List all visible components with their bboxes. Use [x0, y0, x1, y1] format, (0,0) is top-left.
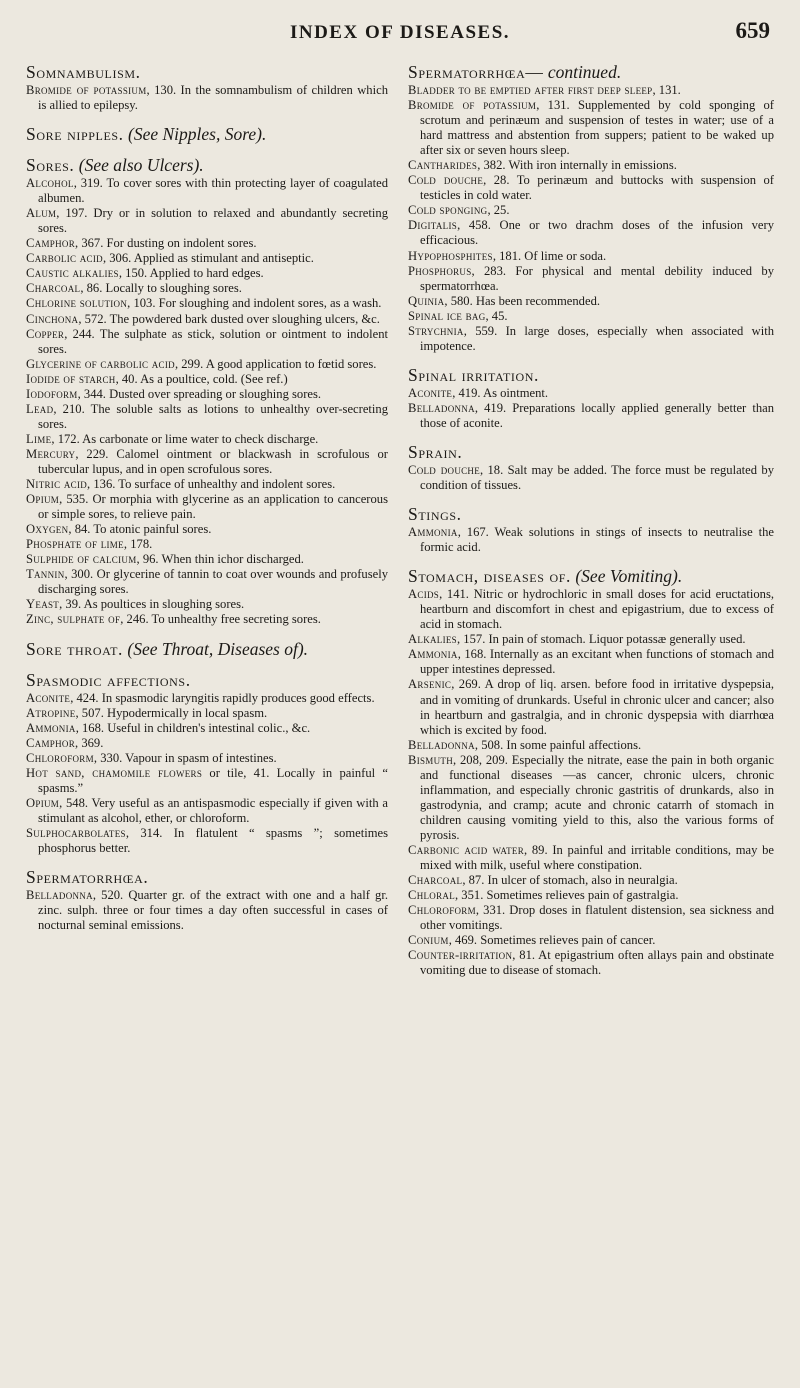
remedy-name: Belladonna	[408, 737, 475, 752]
remedy-name: Atropine	[26, 705, 76, 720]
remedy-name: Bromide of potassium	[26, 83, 147, 97]
remedy-name: Iodide of starch	[26, 371, 116, 386]
index-section-stomach-diseases-of	[408, 566, 774, 978]
remedy-name: Alkalies	[408, 632, 457, 647]
index-entry	[26, 357, 388, 372]
heading-word: Spasmodic affections.	[26, 669, 191, 690]
entry-text: , 419. Preparations locally applied generally better than those of aconite.	[420, 400, 774, 430]
entry-text: , 535. Or morphia with glycerine as an application to cancerous or simple sores, to relieve pain.	[38, 492, 388, 522]
remedy-name: Strychnia	[408, 323, 464, 338]
remedy-name: Yeast	[26, 597, 60, 612]
index-entry	[26, 888, 388, 933]
remedy-name: Iodoform	[26, 386, 78, 401]
heading-word: Spinal irritation.	[408, 364, 539, 385]
entry-text: , 131. Supplemented by cold sponging of scrotum and perinæum and suspension of testes in water; use of a hard mattress and abstention from suppers; patient to be waked up after six or seven hours sleep.	[420, 98, 775, 158]
index-entry	[408, 401, 774, 431]
section-heading	[408, 365, 774, 385]
heading-word: Sore nipples.	[26, 124, 124, 145]
entry-text: , 508. In some painful affections.	[474, 737, 642, 752]
entry-text: , 39. As poultices in sloughing sores.	[59, 597, 245, 612]
entry-text: , 229. Calomel ointment or blackwash in scrofulous or tubercular lupus, and in open scrofulous sores.	[38, 446, 388, 476]
entry-text: , 178.	[123, 537, 153, 552]
index-entry	[26, 372, 388, 387]
index-entry	[26, 477, 388, 492]
remedy-name: Ammonia	[26, 720, 76, 735]
index-section-spinal-irritation	[408, 365, 774, 431]
index-section-sore-nipples	[26, 124, 388, 144]
entry-text: , 103. For sloughing and indolent sores, as a wash.	[127, 296, 382, 311]
remedy-name: Cinchona	[26, 311, 79, 326]
entry-text: , 458. One or two drachm doses of the infusion very efficacious.	[420, 218, 774, 248]
remedy-name: Bladder to be emptied after first deep sleep	[408, 83, 653, 97]
section-heading	[26, 62, 388, 82]
index-entry	[408, 98, 774, 158]
section-heading	[408, 442, 774, 462]
running-title: INDEX OF DISEASES.	[289, 22, 511, 43]
index-entry	[26, 447, 388, 477]
heading-word: Stomach, diseases of.	[408, 566, 571, 587]
remedy-name: Cold sponging	[408, 203, 488, 218]
remedy-name: Cold douche	[408, 173, 484, 188]
entry-text: , 81. At epigastrium often allays pain and obstinate vomiting due to disease of stomach.	[420, 948, 774, 978]
remedy-name: Chloroform	[408, 903, 476, 918]
index-entry	[408, 903, 774, 933]
entry-text: , 28. To perinæum and buttocks with suspension of testicles in cold water.	[420, 173, 774, 203]
remedy-name: Camphor	[26, 735, 76, 750]
entry-text: , 87. In ulcer of stomach, also in neuralgia.	[462, 873, 678, 888]
index-entry	[26, 296, 388, 311]
entry-text: or tile, 41. Locally in painful “ spasms.”	[38, 765, 389, 795]
index-entry	[26, 83, 388, 113]
remedy-name: Mercury	[26, 446, 76, 461]
index-entry	[408, 83, 774, 98]
index-entry	[408, 525, 774, 555]
section-heading	[26, 124, 388, 144]
remedy-name: Copper	[26, 326, 65, 341]
remedy-name: Caustic alkalies	[26, 266, 119, 281]
remedy-name: Ammonia	[408, 647, 458, 662]
heading-word: Spermatorrhœa—	[408, 62, 544, 82]
index-entry	[408, 463, 774, 493]
remedy-name: Phosphorus	[408, 263, 472, 278]
entry-text: , 351. Sometimes relieves pain of gastralgia.	[455, 888, 679, 903]
running-head	[26, 0, 774, 62]
cross-reference: (See Nipples, Sore).	[128, 124, 267, 145]
index-entry	[26, 766, 388, 796]
heading-word: Somnambulism.	[26, 62, 141, 82]
index-entry	[26, 266, 388, 281]
cross-reference: continued.	[547, 62, 622, 82]
entry-text: , 572. The powdered bark dusted over sloughing ulcers, &c.	[78, 311, 380, 326]
index-entry	[408, 933, 774, 948]
entry-text: , 548. Very useful as an antispasmodic especially if given with a stimulant as alcohol, ether, or chloroform.	[38, 795, 388, 825]
index-entry	[408, 948, 774, 978]
remedy-name: Acids	[408, 587, 440, 602]
remedy-name: Carbonic acid water	[408, 842, 525, 857]
index-entry	[408, 203, 774, 218]
remedy-name: Belladonna	[408, 400, 475, 415]
entry-text: , 419. As ointment.	[452, 385, 549, 400]
index-entry	[26, 281, 388, 296]
index-entry	[408, 843, 774, 873]
index-entry	[26, 597, 388, 612]
index-entry	[408, 587, 774, 632]
remedy-name: Hypophosphites	[408, 248, 493, 263]
entry-text: , 269. A drop of liq. arsen. before food in irritative dyspepsia, and in vomiting of drunkards. Useful in chronic ulcer and cancer; also in heartburn and gastralgia, and in chronic dyspepsia with diarrhœa which is excited by food.	[420, 677, 774, 737]
entry-text: , 197. Dry or in solution to relaxed and abundantly secreting sores.	[38, 206, 388, 236]
remedy-name: Belladonna	[26, 888, 93, 903]
section-heading	[408, 566, 774, 586]
remedy-name: Tannin	[26, 567, 65, 582]
entry-text: , 168. Internally as an excitant when functions of stomach and upper intestines depressed.	[420, 647, 774, 677]
remedy-name: Chlorine solution	[26, 296, 128, 311]
left-column	[26, 62, 388, 989]
remedy-name: Hot sand, chamomile flowers	[26, 765, 203, 780]
index-entry	[26, 251, 388, 266]
entry-text: , 89. In painful and irritable conditions, may be mixed with milk, useful where constipation.	[420, 842, 774, 873]
cross-reference: (See Throat, Diseases of).	[127, 638, 309, 659]
entry-text: , 300. Or glycerine of tannin to coat over wounds and profusely discharging sores.	[38, 567, 388, 597]
heading-word: Sore throat.	[26, 638, 124, 659]
entry-text: , 210. The soluble salts as lotions to unhealthy over-secreting sores.	[38, 401, 388, 431]
section-heading	[26, 867, 388, 887]
entry-text: , 18. Salt may be added. The force must be regulated by condition of tissues.	[420, 462, 774, 493]
entry-text: , 283. For physical and mental debility induced by spermatorrhœa.	[420, 263, 774, 293]
section-heading	[408, 62, 774, 82]
index-entry	[26, 567, 388, 597]
heading-word: Spermatorrhœa.	[26, 867, 149, 888]
remedy-name: Arsenic	[408, 677, 452, 692]
remedy-name: Alum	[26, 206, 57, 221]
remedy-name: Digitalis	[408, 218, 458, 233]
remedy-name: Zinc, sulphate of	[26, 612, 121, 627]
index-entry	[408, 753, 774, 843]
heading-word: Sprain.	[408, 441, 463, 462]
section-heading	[408, 504, 774, 524]
entry-text: , 369.	[75, 735, 104, 750]
entry-text: , 172. As carbonate or lime water to check discharge.	[51, 431, 319, 446]
index-entry	[26, 552, 388, 567]
index-entry	[26, 691, 388, 706]
index-entry	[26, 537, 388, 552]
entry-text: , 141. Nitric or hydrochloric in small doses for acid eructations, heartburn and discomfort in chest and epigastrium, due to excess of acid in stomach.	[420, 587, 774, 632]
remedy-name: Ammonia	[408, 525, 458, 540]
index-section-sprain	[408, 442, 774, 493]
entry-text: , 25.	[487, 203, 510, 218]
index-entry	[26, 721, 388, 736]
remedy-name: Bismuth	[408, 752, 454, 767]
entry-text: , 40. As a poultice, cold. (See ref.)	[115, 371, 288, 386]
index-entry	[26, 826, 388, 856]
entry-text: , 424. In spasmodic laryngitis rapidly produces good effects.	[70, 690, 375, 705]
index-entry	[26, 492, 388, 522]
index-entry	[408, 738, 774, 753]
right-column	[408, 62, 774, 989]
entry-text: , 246. To unhealthy free secreting sores.	[120, 612, 321, 627]
index-entry	[26, 706, 388, 721]
entry-text: , 520. Quarter gr. of the extract with one and a half gr. zinc. sulph. three or four times a day often successful in cases of nocturnal seminal emissions.	[38, 888, 388, 933]
index-entry	[408, 264, 774, 294]
remedy-name: Quinia	[408, 293, 445, 308]
cross-reference: (See Vomiting).	[575, 566, 683, 587]
entry-text: , 96. When thin ichor discharged.	[136, 552, 304, 567]
heading-word: Stings.	[408, 504, 462, 525]
entry-text: , 469. Sometimes relieves pain of cancer.	[448, 933, 656, 948]
entry-text: , 208, 209. Especially the nitrate, ease the pain in both organic and functional diseases —as cancer, chronic ulcers, chronic inflammation, and especially chronic gastritis of drunkards, also in gastrodynia, and cramp; acute and chronic catarrh of stomach in children causing vomiting yield to this, also the various forms of pyrosis.	[420, 752, 774, 842]
remedy-name: Charcoal	[26, 281, 81, 296]
remedy-name: Camphor	[26, 236, 76, 251]
index-entry	[408, 249, 774, 264]
remedy-name: Alcohol	[26, 176, 74, 191]
index-entry	[408, 158, 774, 173]
remedy-name: Cantharides	[408, 158, 478, 173]
index-entry	[408, 386, 774, 401]
index-entry	[26, 387, 388, 402]
index-entry	[26, 736, 388, 751]
entry-text: , 331. Drop doses in flatulent distension, sea sickness and other vomitings.	[420, 903, 774, 933]
index-entry	[408, 677, 774, 737]
index-entry	[26, 312, 388, 327]
index-entry	[408, 218, 774, 248]
entry-text: , 382. With iron internally in emissions.	[477, 158, 677, 173]
remedy-name: Cold douche	[408, 462, 481, 477]
index-entry	[408, 647, 774, 677]
index-entry	[408, 324, 774, 354]
entry-text: , 580. Has been recommended.	[444, 293, 601, 308]
remedy-name: Glycerine of carbolic acid	[26, 356, 175, 371]
entry-text: , 319. To cover sores with thin protecting layer of coagulated albumen.	[38, 176, 388, 206]
index-entry	[26, 796, 388, 826]
remedy-name: Aconite	[26, 690, 71, 705]
index-entry	[26, 236, 388, 251]
remedy-name: Spinal ice bag	[408, 308, 486, 323]
remedy-name: Aconite	[408, 385, 453, 400]
remedy-name: Nitric acid	[26, 477, 88, 492]
index-section-sores	[26, 155, 388, 627]
index-entry	[408, 294, 774, 309]
remedy-name: Opium	[26, 492, 60, 507]
section-heading	[26, 155, 388, 175]
remedy-name: Bromide of potassium	[408, 98, 537, 113]
index-entry	[408, 873, 774, 888]
index-section-spasmodic-affections	[26, 670, 388, 857]
index-entry	[408, 888, 774, 903]
index-entry	[408, 632, 774, 647]
index-section-spermatorrh-a	[26, 867, 388, 933]
index-entry	[26, 612, 388, 627]
entry-text: , 167. Weak solutions in stings of insects to neutralise the formic acid.	[420, 525, 774, 555]
section-heading	[26, 670, 388, 690]
index-entry	[408, 309, 774, 324]
remedy-name: Sulphocarbolates	[26, 825, 126, 840]
remedy-name: Sulphide of calcium	[26, 552, 137, 567]
entry-text: , 45.	[485, 308, 508, 323]
entry-text: , 131.	[652, 83, 681, 97]
remedy-name: Oxygen	[26, 522, 69, 537]
remedy-name: Counter-irritation	[408, 948, 513, 963]
index-section-stings	[408, 504, 774, 555]
index-section-sore-throat	[26, 639, 388, 659]
entry-text: , 136. To surface of unhealthy and indolent sores.	[87, 477, 336, 492]
entry-text: , 244. The sulphate as stick, solution or ointment to indolent sores.	[38, 326, 388, 356]
index-entry	[26, 751, 388, 766]
heading-word: Sores.	[26, 155, 75, 176]
remedy-name: Carbolic acid	[26, 251, 103, 266]
index-entry	[408, 173, 774, 203]
entry-text: , 559. In large doses, especially when associated with impotence.	[420, 323, 774, 353]
index-entry	[26, 402, 388, 432]
entry-text: , 157. In pain of stomach. Liquor potassæ generally used.	[457, 632, 746, 647]
index-section-spermatorrh-a	[408, 62, 774, 354]
entry-text: , 181. Of lime or soda.	[492, 248, 607, 263]
remedy-name: Lime	[26, 431, 52, 446]
entry-text: , 314. In flatulent “ spasms ”; sometimes phosphorus better.	[38, 825, 388, 855]
entry-text: , 367. For dusting on indolent sores.	[75, 236, 257, 251]
remedy-name: Conium	[408, 933, 449, 948]
entry-text: , 330. Vapour in spasm of intestines.	[93, 750, 277, 765]
index-entry	[26, 206, 388, 236]
index-section-somnambulism	[26, 62, 388, 113]
index-entry	[26, 176, 388, 206]
entry-text: , 507. Hypodermically in local spasm.	[75, 705, 268, 720]
index-columns	[26, 62, 774, 989]
page-number: 659	[735, 18, 770, 43]
remedy-name: Lead	[26, 401, 54, 416]
cross-reference: (See also Ulcers).	[78, 155, 204, 176]
remedy-name: Chloral	[408, 888, 455, 903]
entry-text: , 306. Applied as stimulant and antiseptic.	[102, 251, 314, 266]
remedy-name: Charcoal	[408, 873, 463, 888]
entry-text: , 344. Dusted over spreading or sloughing sores.	[77, 386, 322, 401]
section-heading	[26, 639, 388, 659]
entry-text: , 168. Useful in children's intestinal colic., &c.	[75, 720, 311, 735]
index-entry	[26, 522, 388, 537]
index-entry	[26, 327, 388, 357]
remedy-name: Chloroform	[26, 750, 94, 765]
remedy-name: Opium	[26, 795, 60, 810]
entry-text: , 150. Applied to hard edges.	[118, 266, 264, 281]
entry-text: , 84. To atonic painful sores.	[68, 522, 212, 537]
entry-text: , 130. In the somnambulism of children which is allied to epilepsy.	[38, 83, 388, 113]
remedy-name: Phosphate of lime	[26, 537, 124, 552]
entry-text: , 86. Locally to sloughing sores.	[80, 281, 242, 296]
entry-text: , 299. A good application to fœtid sores.	[174, 356, 377, 371]
index-entry	[26, 432, 388, 447]
